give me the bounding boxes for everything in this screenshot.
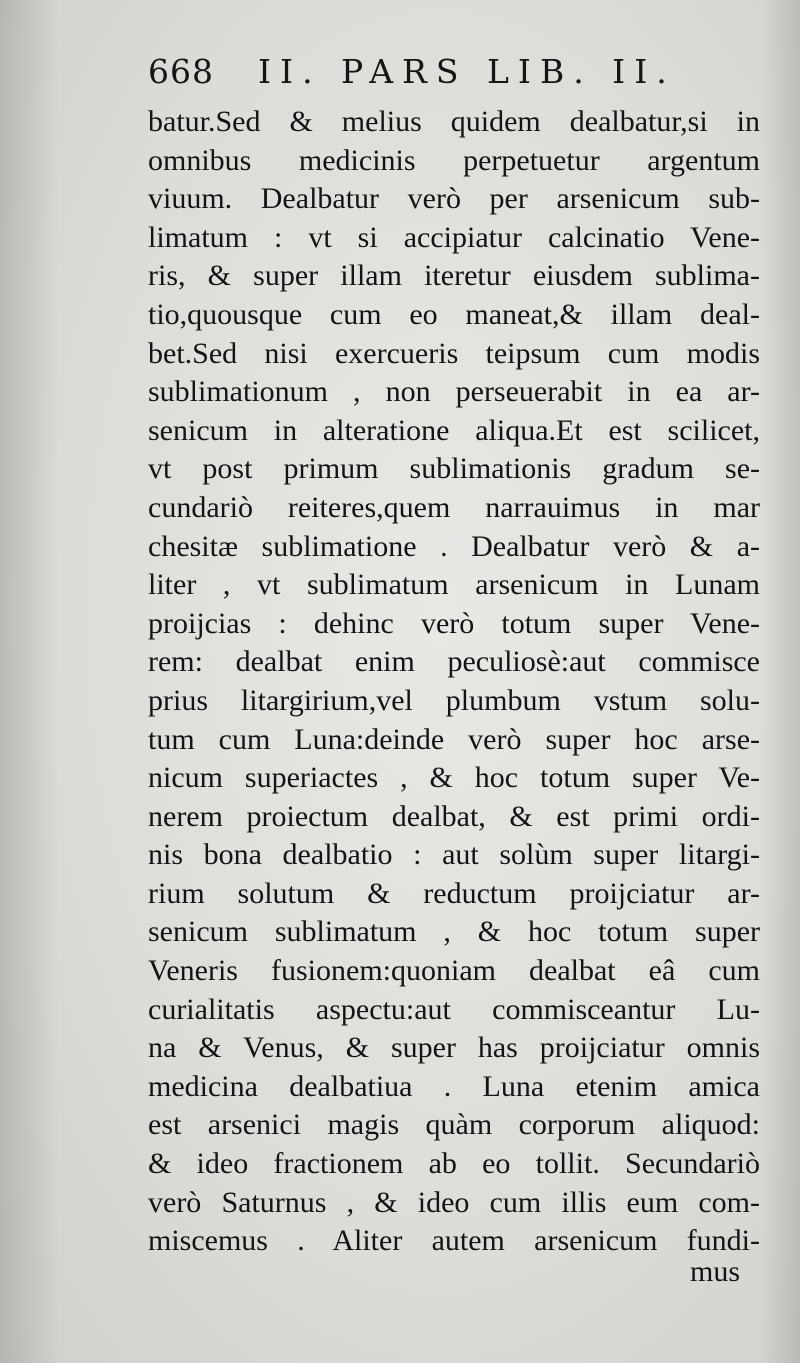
text-line: vt post primum sublimationis gradum se- bbox=[148, 452, 760, 486]
page-header bbox=[148, 52, 758, 102]
text-line: ris, & super illam iteretur eiusdem sublima- bbox=[148, 259, 760, 293]
text-line: verò Saturnus , & ideo cum illis eum com- bbox=[148, 1185, 760, 1219]
text-line: senicum sublimatum , & hoc totum super bbox=[148, 915, 760, 949]
text-line: rem: dealbat enim peculiosè:aut commisce bbox=[148, 645, 760, 679]
text-line: est arsenici magis quàm corporum aliquod: bbox=[148, 1108, 760, 1142]
text-line: Veneris fusionem:quoniam dealbat eâ cum bbox=[148, 954, 760, 988]
text-line: chesitæ sublimatione . Dealbatur verò & a- bbox=[148, 529, 760, 563]
text-line: sublimationum , non perseuerabit in ea ar- bbox=[148, 375, 760, 409]
text-line: tio,quousque cum eo maneat,& illam deal- bbox=[148, 297, 760, 331]
text-line: nicum superiactes , & hoc totum super Ve- bbox=[148, 761, 760, 795]
text-line: senicum in alteratione aliqua.Et est scilicet, bbox=[148, 413, 760, 447]
text-line: tum cum Luna:deinde verò super hoc arse- bbox=[148, 722, 760, 756]
text-line: nis bona dealbatio : aut solùm super litargi- bbox=[148, 838, 760, 872]
catchword: mus bbox=[690, 1255, 741, 1288]
text-line: na & Venus, & super has proijciatur omnis bbox=[148, 1031, 760, 1065]
page-number: 668 bbox=[148, 52, 214, 91]
text-line: miscemus . Aliter autem arsenicum fundi- bbox=[148, 1224, 760, 1258]
running-head: II. PARS LIB. II. bbox=[258, 52, 676, 91]
text-line: & ideo fractionem ab eo tollit. Secundariò bbox=[148, 1147, 760, 1181]
text-line: curialitatis aspectu:aut commisceantur Lu- bbox=[148, 992, 760, 1026]
text-line: medicina dealbatiua . Luna etenim amica bbox=[148, 1069, 760, 1103]
text-line: batur.Sed & melius quidem dealbatur,si in bbox=[148, 105, 760, 138]
text-line: viuum. Dealbatur verò per arsenicum sub- bbox=[148, 182, 760, 216]
text-line: prius litargirium,vel plumbum vstum solu- bbox=[148, 683, 760, 717]
body-text bbox=[148, 103, 760, 1261]
text-line: liter , vt sublimatum arsenicum in Lunam bbox=[148, 568, 760, 602]
text-line: omnibus medicinis perpetuetur argentum bbox=[148, 143, 760, 177]
text-line: cundariò reiteres,quem narrauimus in mar bbox=[148, 490, 760, 524]
text-line: proijcias : dehinc verò totum super Vene- bbox=[148, 606, 760, 640]
text-line: rium solutum & reductum proijciatur ar- bbox=[148, 876, 760, 910]
text-line: nerem proiectum dealbat, & est primi ordi- bbox=[148, 799, 760, 833]
text-line: bet.Sed nisi exercueris teipsum cum modis bbox=[148, 336, 760, 370]
text-line: limatum : vt si accipiatur calcinatio Vene- bbox=[148, 220, 760, 254]
